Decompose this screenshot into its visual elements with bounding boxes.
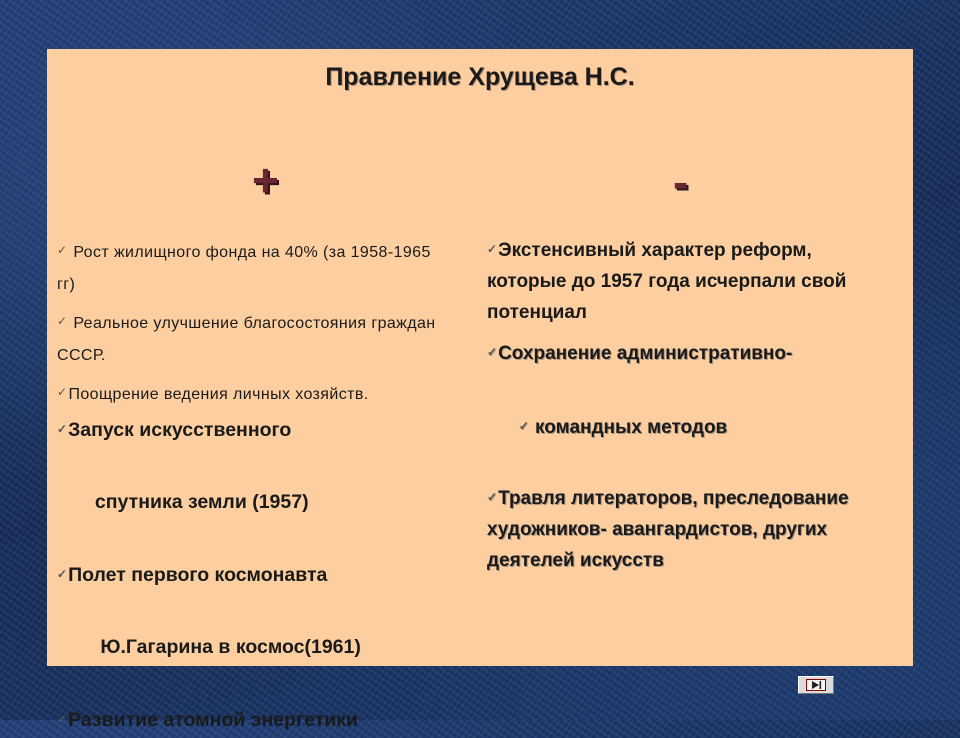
list-item-text: Полет первого космонавта	[68, 564, 328, 586]
list-item-text: Экстенсивный характер реформ, которые до 1957 года исчерпали свой потенциал	[487, 240, 847, 323]
cons-list	[487, 234, 877, 576]
checkmark-icon: ✓	[518, 419, 529, 433]
checkmark-icon: ✓	[57, 243, 68, 257]
list-item-text: спутника земли (1957)	[89, 491, 309, 513]
next-slide-icon	[806, 679, 826, 691]
list-item	[57, 411, 447, 448]
list-item-text: Травля литераторов, преследование художников- авангардистов, других деятелей искусств	[487, 488, 849, 571]
list-item-text: Ю.Гагарина в космос(1961)	[89, 636, 361, 658]
checkmark-icon: ✓	[57, 422, 68, 436]
list-item-text: Поощрение ведения личных хозяйств.	[68, 386, 369, 403]
list-item	[57, 448, 447, 556]
list-item-text: Рост жилищного фонда на 40% (за 1958-1965 гг)	[57, 244, 431, 293]
list-item-text: командных методов	[529, 417, 728, 438]
list-item	[57, 305, 447, 372]
slide-title: Правление Хрущева Н.С.	[325, 63, 635, 91]
list-item	[57, 376, 447, 411]
checkmark-icon: ✓	[487, 490, 498, 504]
checkmark-icon: ✓	[487, 345, 498, 359]
list-item	[57, 593, 447, 701]
plus-heading: +	[252, 154, 279, 206]
pros-list	[57, 234, 447, 738]
list-item	[487, 234, 877, 328]
checkmark-icon: ✓	[57, 385, 68, 399]
checkmark-icon: ✓	[57, 567, 68, 581]
checkmark-icon: ✓	[487, 242, 498, 256]
list-item-text: Сохранение административно-	[498, 343, 793, 364]
minus-heading: -	[673, 156, 689, 208]
list-item	[57, 556, 447, 593]
next-slide-button[interactable]	[798, 676, 834, 694]
list-item	[487, 482, 877, 576]
checkmark-icon: ✓	[57, 314, 68, 328]
list-item	[57, 234, 447, 301]
list-item	[487, 334, 877, 372]
list-item	[487, 372, 877, 482]
list-item-text: Запуск искусственного	[68, 419, 292, 441]
content-panel	[47, 49, 913, 731]
checkmark-icon: ✓	[57, 712, 68, 726]
list-item-text: Реальное улучшение благосостояния граждан СССР.	[57, 315, 436, 364]
list-item-text: Развитие атомной энергетики	[68, 709, 358, 731]
